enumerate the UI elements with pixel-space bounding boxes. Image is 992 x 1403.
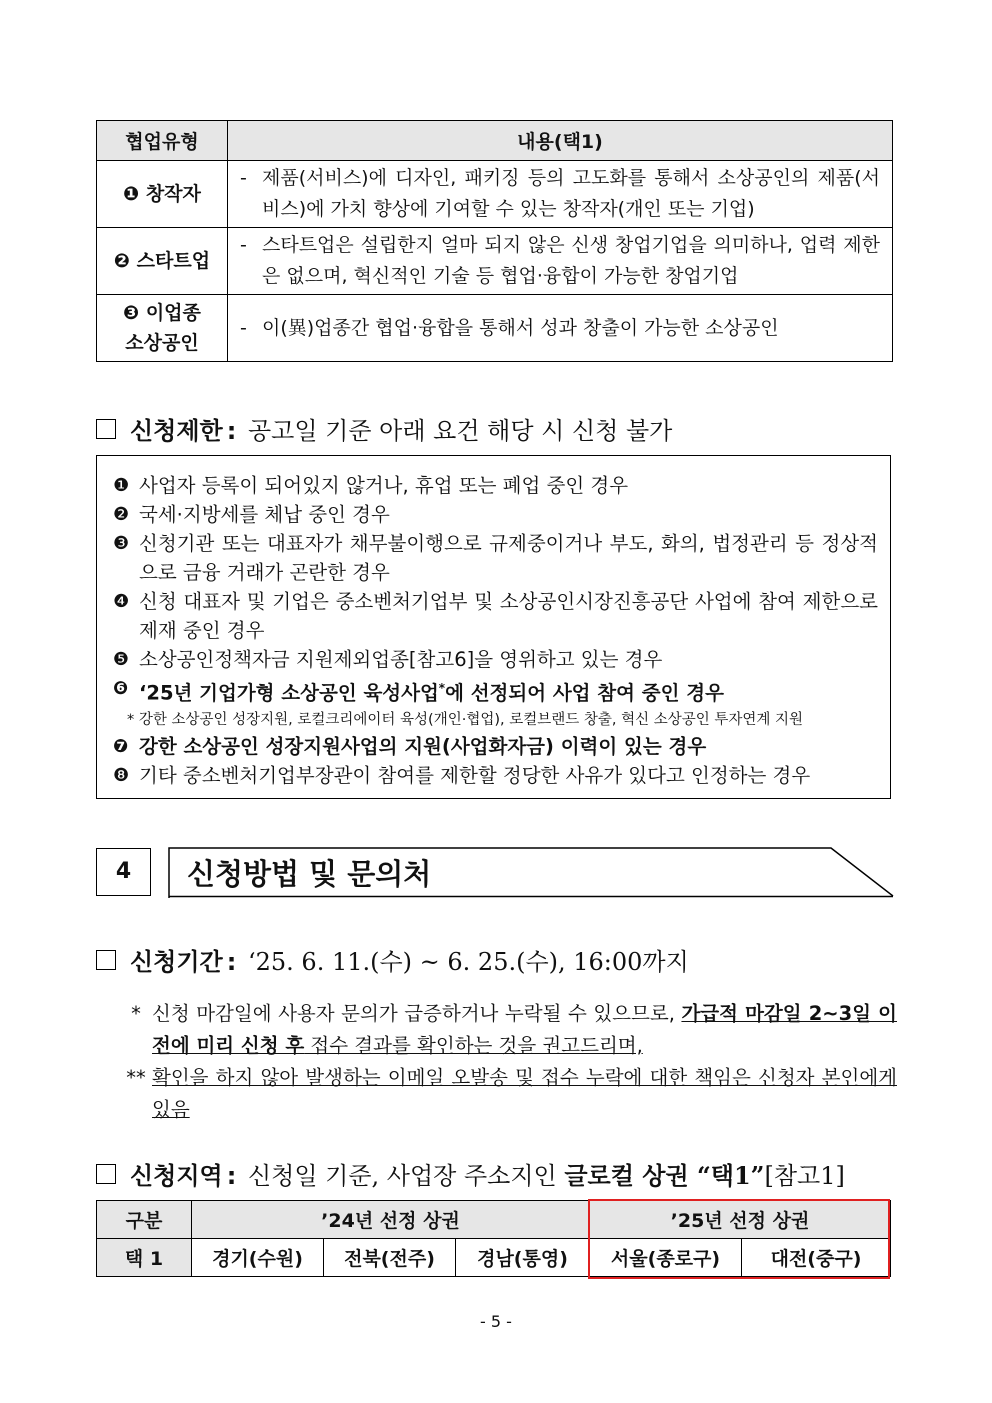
- collab-type-cell: [97, 228, 228, 295]
- number-icon: ❽: [113, 764, 130, 786]
- collab-type-cell: [97, 295, 228, 362]
- number-icon: ❷: [113, 250, 131, 272]
- list-item: ❷ 국세·지방세를 체납 중인 경우: [113, 500, 878, 529]
- region-heading: 신청지역 : 신청일 기준, 사업장 주소지인 글로컬 상권 “택1”[참고1]: [96, 1156, 845, 1191]
- collab-type-label: 창작자: [145, 183, 201, 205]
- collab-type-label: 스타트업: [136, 250, 211, 272]
- page-number: - 5 -: [480, 1312, 512, 1331]
- list-item: ❼ 강한 소상공인 성장지원사업의 지원(사업화자금) 이력이 있는 경우: [113, 732, 878, 761]
- collab-desc-cell: - 제품(서비스)에 디자인, 패키징 등의 고도화를 통해서 소상공인의 제품(서비스)에 가치 향상에 기여할 수 있는 창작자(개인 또는 기업): [228, 161, 893, 228]
- collab-desc-cell: - 이(異)업종간 협업·융합을 통해서 성과 창출이 가능한 소상공인: [228, 295, 893, 362]
- list-item: ❸ 신청기관 또는 대표자가 채무불이행으로 규제중이거나 부도, 화의, 법정관리 등 정상적으로 금융 거래가 곤란한 경우: [113, 529, 878, 587]
- collab-desc: 이(異)업종간 협업·융합을 통해서 성과 창출이 가능한 소상공인: [262, 316, 779, 339]
- collab-type-label: 소상공인: [125, 332, 199, 354]
- deadline-advice: 가급적 마감일 2~3일 이전에 미리 신청 후: [152, 1002, 897, 1057]
- table-row: [97, 228, 893, 295]
- restriction-label: 신청제한: [130, 417, 223, 445]
- table-row: [97, 161, 893, 228]
- table-row: [97, 295, 893, 362]
- collab-header-type: 협업유형: [97, 121, 228, 161]
- section-title: 신청방법 및 문의처: [187, 857, 432, 891]
- number-icon: ❻: [113, 678, 129, 699]
- checkbox-icon: [96, 1164, 116, 1184]
- notes: [120, 998, 897, 1126]
- period-heading: 신청기간 : ‘25. 6. 11.(수) ~ 6. 25.(수), 16:00까지: [96, 942, 689, 977]
- collab-desc: 스타트업은 설립한지 얼마 되지 않은 신생 창업기업을 의미하나, 업력 제한은 없으며, 혁신적인 기술 등 협업·융합이 가능한 창업기업: [262, 234, 880, 287]
- number-icon: ❺: [113, 649, 130, 670]
- checkbox-icon: [96, 950, 116, 970]
- list-item: ❻ ‘25년 기업가형 소상공인 육성사업*에 선정되어 사업 참여 중인 경우: [113, 674, 878, 708]
- list-item: ❽ 기타 중소벤처기업부장관이 참여를 제한할 정당한 사유가 있다고 인정하는 경우: [113, 761, 878, 790]
- collab-type-table: [96, 120, 893, 362]
- note-item: * 신청 마감일에 사용자 문의가 급증하거나 누락될 수 있으므로, 가급적 마감일 2~3일 이전에 미리 신청 후 접수 결과를 확인하는 것을 권고드리며,: [131, 1002, 897, 1057]
- region-label: 신청지역: [130, 1162, 223, 1190]
- number-icon: ❶: [113, 475, 130, 496]
- table-row: 구분 ’24년 선정 상권 ’25년 선정 상권: [97, 1201, 891, 1239]
- note-item: ** 확인을 하지 않아 발생하는 이메일 오발송 및 접수 누락에 대한 책임은 신청자 본인에게 있음: [126, 1066, 897, 1121]
- collab-header-content: 내용(택1): [228, 121, 893, 161]
- section-number: 4: [96, 848, 151, 896]
- list-item: ❹ 신청 대표자 및 기업은 중소벤처기업부 및 소상공인시장진흥공단 사업에 참여 제한으로 제재 중인 경우: [113, 587, 878, 645]
- collab-type-cell: [97, 161, 228, 228]
- restriction-text: 공고일 기준 아래 요건 해당 시 신청 불가: [248, 417, 673, 445]
- number-icon: ❼: [113, 735, 129, 757]
- restriction-box: [96, 455, 891, 799]
- restriction-heading: 신청제한 : 공고일 기준 아래 요건 해당 시 신청 불가: [96, 411, 672, 446]
- table-row: 택 1 경기(수원) 전북(전주) 경남(통영) 서울(종로구) 대전(중구): [97, 1239, 891, 1277]
- number-icon: ❸: [123, 302, 140, 324]
- number-icon: ❷: [113, 504, 130, 525]
- list-item: ❶ 사업자 등록이 되어있지 않거나, 휴업 또는 폐업 중인 경우: [113, 471, 878, 500]
- number-icon: ❶: [123, 183, 140, 205]
- period-text: ‘25. 6. 11.(수) ~ 6. 25.(수), 16:00까지: [248, 948, 689, 976]
- collab-desc-cell: - 스타트업은 설립한지 얼마 되지 않은 신생 창업기업을 의미하나, 업력 제한은 없으며, 혁신적인 기술 등 협업·융합이 가능한 창업기업: [228, 228, 893, 295]
- number-icon: ❸: [113, 533, 130, 554]
- collab-type-label: 이업종: [145, 302, 201, 324]
- region-table: [96, 1200, 891, 1277]
- checkbox-icon: [96, 419, 116, 439]
- list-item: ❺ 소상공인정책자금 지원제외업종[참고6]을 영위하고 있는 경우: [113, 645, 878, 674]
- period-label: 신청기간: [130, 948, 223, 976]
- number-icon: ❹: [113, 591, 130, 612]
- restriction-note: * 강한 소상공인 성장지원, 로컬크리에이터 육성(개인·협업), 로컬브랜드 창출, 혁신 소상공인 투자연계 지원: [127, 711, 803, 728]
- collab-desc: 제품(서비스)에 디자인, 패키징 등의 고도화를 통해서 소상공인의 제품(서비스)에 가치 향상에 기여할 수 있는 창작자(개인 또는 기업): [262, 167, 880, 220]
